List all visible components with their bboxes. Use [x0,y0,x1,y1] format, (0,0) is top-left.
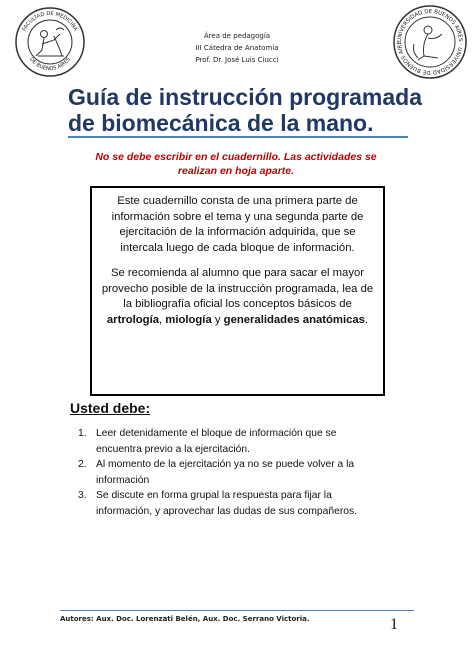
svg-text:FACULTAD DE MEDICINA: FACULTAD DE MEDICINA [21,10,79,33]
separator-and: y [214,313,221,326]
keyword-miologia: miología [165,313,212,326]
list-item-text: Leer detenidamente el bloque de información que se encuentra previo a la ejercitación. [96,428,337,455]
chair-name: III Cátedra de Anatomía [195,44,279,52]
department-name: Área de pedagogía [203,32,271,40]
keyword-artrologia: artrología [106,313,159,326]
faculty-of-medicine-seal-icon [14,6,86,78]
separator-comma: , [159,313,163,326]
list-item [78,488,378,519]
list-item-number: 2. [78,459,87,470]
university-of-buenos-aires-seal-icon [392,4,468,80]
intro-paragraph: Este cuadernillo consta de una primera parte de información sobre el tema y una segunda parte de ejercitación de la información adquirida, que se intercala luego de cada bloque de información. [111,195,364,254]
list-item-text: Al momento de la ejercitación ya no se puede volver a la información [96,459,355,486]
list-item [78,457,378,488]
svg-text:DE BUENOS AIRES: DE BUENOS AIRES [28,56,72,73]
recommendation-paragraph [100,266,375,328]
warning-note: No se debe escribir en el cuadernillo. Las actividades se realizan en hoja aparte. [95,151,377,177]
instructions-list [78,426,378,519]
title-divider [68,136,408,138]
svg-text:UNIVERSIDAD DE BUENOS AIRES ·: UNIVERSIDAD DE BUENOS AIRES · UNIVERSIDAD DE BUENOS AIRE [396,8,464,76]
list-item-number: 1. [78,428,87,439]
list-item-text: Se discute en forma grupal la respuesta para fijar la información, y aprovechar las dudas de sus compañeros. [96,490,357,517]
list-item [78,426,378,457]
footer-divider [60,610,414,611]
intro-box [90,186,385,396]
list-item-number: 3. [78,490,87,501]
document-header [140,30,334,66]
paragraph-end: . [364,313,369,326]
recommendation-text: Se recomienda al alumno que para sacar el mayor provecho posible de la instrucción programada, lea de la bibliografía oficial los conceptos básicos de [101,267,374,310]
footer-authors: Autores: Aux. Doc. Lorenzati Belén, Aux. Doc. Serrano Victoria. [60,615,310,623]
keyword-generalidades: generalidades anatómicas [223,313,365,326]
page-number: 1 [390,616,398,633]
professor-name: Prof. Dr. José Luis Ciucci [195,56,279,64]
instructions-heading: Usted debe: [70,400,151,416]
document-title: Guía de instrucción programada de biomecánica de la mano. [68,84,423,136]
